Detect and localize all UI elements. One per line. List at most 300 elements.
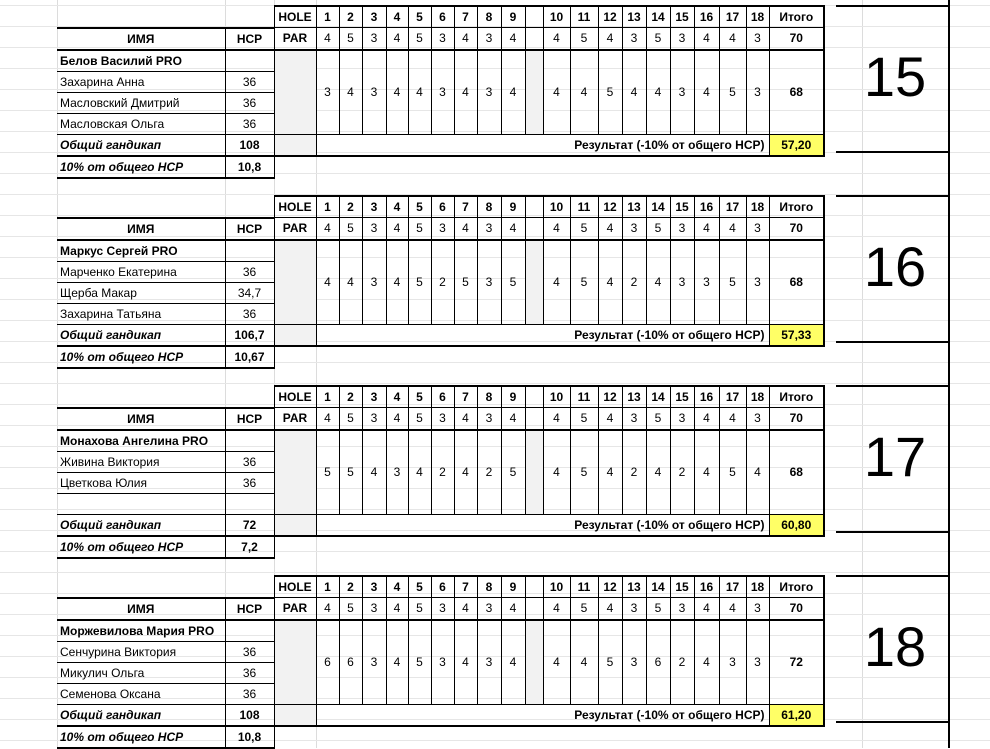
hole-number: 18 — [746, 6, 769, 28]
score-back: 4 — [570, 620, 598, 705]
spacer-cell — [525, 6, 543, 28]
hole-number: 15 — [670, 386, 694, 408]
score-back: 4 — [622, 50, 646, 135]
hcp-column-header: HCP — [225, 598, 274, 620]
par-value: 3 — [431, 218, 454, 240]
player-name: Семенова Оксана — [57, 683, 225, 704]
player-name: Захарина Анна — [57, 71, 225, 92]
score-front: 3 — [431, 620, 454, 705]
score-back: 2 — [670, 620, 694, 705]
hole-number: 6 — [431, 386, 454, 408]
par-value: 3 — [746, 598, 769, 620]
par-value: 3 — [746, 408, 769, 430]
hole-number: 5 — [408, 576, 431, 598]
hcp-column-header: HCP — [225, 28, 274, 50]
par-value: 4 — [501, 28, 525, 50]
player-hcp: 36 — [225, 71, 274, 92]
par-value: 4 — [501, 598, 525, 620]
result-label: Результат (-10% от общего HCP) — [316, 704, 769, 726]
total-label: Итого — [769, 386, 824, 408]
block-separator — [836, 5, 950, 7]
hole-number: 13 — [622, 386, 646, 408]
scorecard-table — [57, 385, 825, 559]
par-value: 4 — [694, 408, 719, 430]
spacer-cell — [525, 576, 543, 598]
score-front: 6 — [339, 620, 362, 705]
hole-number: 2 — [339, 386, 362, 408]
hole-number: 17 — [719, 576, 746, 598]
hcp-column-header: HCP — [225, 408, 274, 430]
score-back: 4 — [543, 430, 570, 515]
score-front: 5 — [501, 240, 525, 325]
hole-number: 3 — [362, 386, 386, 408]
score-back: 4 — [543, 240, 570, 325]
hole-number: 2 — [339, 6, 362, 28]
score-back: 5 — [719, 240, 746, 325]
hole-number: 11 — [570, 386, 598, 408]
block-separator — [836, 721, 950, 723]
score-front: 5 — [454, 240, 477, 325]
player-hcp: 36 — [225, 683, 274, 704]
par-value: 3 — [362, 218, 386, 240]
score-front: 3 — [477, 50, 501, 135]
par-value: 3 — [670, 28, 694, 50]
total-label: Итого — [769, 6, 824, 28]
par-value: 3 — [477, 28, 501, 50]
hole-number: 14 — [646, 6, 670, 28]
hole-number: 17 — [719, 386, 746, 408]
score-back: 4 — [694, 430, 719, 515]
group-number: 17 — [863, 425, 927, 488]
score-back: 3 — [694, 240, 719, 325]
player-name: Моржевилова Мария PRO — [57, 620, 225, 642]
score-front: 4 — [339, 240, 362, 325]
score-front: 5 — [316, 430, 339, 515]
block-separator — [836, 341, 950, 343]
hole-number: 4 — [386, 6, 408, 28]
par-value: 3 — [622, 28, 646, 50]
spacer-cell — [525, 408, 543, 430]
ten-percent-value: 10,8 — [225, 726, 274, 748]
blank-cell — [57, 576, 225, 598]
par-value: 3 — [622, 598, 646, 620]
par-label: PAR — [274, 598, 316, 620]
par-value: 5 — [339, 28, 362, 50]
ten-percent-label: 10% от общего HCP — [57, 726, 225, 748]
result-value: 60,80 — [769, 514, 824, 536]
total-hcp-label: Общий гандикап — [57, 324, 225, 346]
par-value: 4 — [454, 218, 477, 240]
par-value: 3 — [431, 598, 454, 620]
scorecard-table — [57, 575, 825, 749]
blank-cell — [57, 386, 225, 408]
score-front: 3 — [362, 50, 386, 135]
score-front: 2 — [477, 430, 501, 515]
score-front: 3 — [362, 620, 386, 705]
group-number: 18 — [863, 615, 927, 678]
spacer-cell — [525, 240, 543, 325]
score-back: 3 — [719, 620, 746, 705]
hole-number: 8 — [477, 196, 501, 218]
par-value: 4 — [598, 408, 622, 430]
blank-gray-cell — [274, 50, 316, 135]
spacer-cell — [525, 218, 543, 240]
score-front: 3 — [362, 240, 386, 325]
score-back: 2 — [622, 430, 646, 515]
blank-cell — [225, 386, 274, 408]
sheet-right-border — [948, 0, 950, 748]
hole-number: 7 — [454, 6, 477, 28]
score-back: 3 — [670, 240, 694, 325]
spacer-cell — [525, 50, 543, 135]
score-front: 6 — [316, 620, 339, 705]
hole-number: 15 — [670, 576, 694, 598]
hole-number: 8 — [477, 6, 501, 28]
par-value: 4 — [694, 28, 719, 50]
hole-number: 10 — [543, 196, 570, 218]
par-value: 5 — [408, 28, 431, 50]
par-value: 3 — [477, 218, 501, 240]
hole-number: 1 — [316, 386, 339, 408]
ten-percent-label: 10% от общего HCP — [57, 156, 225, 178]
score-front: 4 — [501, 50, 525, 135]
block-separator — [836, 531, 950, 533]
hole-number: 11 — [570, 576, 598, 598]
player-hcp: 36 — [225, 92, 274, 113]
hole-number: 18 — [746, 196, 769, 218]
par-value: 5 — [339, 598, 362, 620]
player-name: Марченко Екатерина — [57, 261, 225, 282]
par-value: 5 — [339, 218, 362, 240]
hole-number: 5 — [408, 386, 431, 408]
score-front: 3 — [431, 50, 454, 135]
hole-number: 17 — [719, 6, 746, 28]
hole-number: 5 — [408, 6, 431, 28]
blank-cell — [274, 536, 824, 558]
par-value: 3 — [622, 408, 646, 430]
blank-cell — [57, 196, 225, 218]
par-total: 70 — [769, 28, 824, 50]
hole-number: 14 — [646, 196, 670, 218]
par-value: 4 — [454, 598, 477, 620]
spacer-cell — [525, 386, 543, 408]
ten-percent-value: 10,8 — [225, 156, 274, 178]
par-value: 4 — [454, 28, 477, 50]
par-value: 5 — [646, 28, 670, 50]
par-value: 4 — [386, 218, 408, 240]
score-total: 68 — [769, 430, 824, 515]
total-hcp-value: 106,7 — [225, 324, 274, 346]
par-value: 5 — [570, 408, 598, 430]
par-value: 5 — [570, 28, 598, 50]
par-value: 5 — [570, 598, 598, 620]
par-value: 4 — [316, 408, 339, 430]
par-label: PAR — [274, 408, 316, 430]
par-value: 5 — [646, 218, 670, 240]
score-back: 5 — [570, 430, 598, 515]
score-front: 2 — [431, 240, 454, 325]
score-total: 72 — [769, 620, 824, 705]
score-back: 5 — [719, 50, 746, 135]
total-hcp-value: 108 — [225, 704, 274, 726]
hole-number: 4 — [386, 576, 408, 598]
par-value: 3 — [746, 28, 769, 50]
score-back: 4 — [746, 430, 769, 515]
player-hcp — [225, 240, 274, 262]
par-value: 4 — [598, 28, 622, 50]
hole-number: 8 — [477, 576, 501, 598]
player-name: Цветкова Юлия — [57, 472, 225, 493]
hole-number: 11 — [570, 6, 598, 28]
scorecard-table — [57, 195, 825, 369]
score-front: 4 — [501, 620, 525, 705]
par-value: 3 — [362, 598, 386, 620]
player-name: Маркус Сергей PRO — [57, 240, 225, 262]
par-value: 4 — [316, 218, 339, 240]
spacer-cell — [525, 598, 543, 620]
hole-number: 16 — [694, 576, 719, 598]
hole-number: 3 — [362, 576, 386, 598]
par-value: 3 — [362, 408, 386, 430]
name-column-header: ИМЯ — [57, 408, 225, 430]
par-value: 5 — [570, 218, 598, 240]
hole-number: 7 — [454, 386, 477, 408]
player-hcp — [225, 493, 274, 514]
group-scorecard-17 — [0, 385, 990, 554]
score-back: 4 — [543, 620, 570, 705]
player-hcp: 36 — [225, 261, 274, 282]
hole-number: 9 — [501, 196, 525, 218]
blank-gray-cell — [274, 430, 316, 515]
hole-number: 5 — [408, 196, 431, 218]
hole-label: HOLE — [274, 386, 316, 408]
blank-cell — [225, 196, 274, 218]
group-scorecard-16 — [0, 195, 990, 364]
hole-number: 9 — [501, 386, 525, 408]
score-back: 4 — [694, 50, 719, 135]
par-value: 4 — [316, 28, 339, 50]
ten-percent-label: 10% от общего HCP — [57, 536, 225, 558]
player-hcp: 36 — [225, 451, 274, 472]
hole-number: 6 — [431, 576, 454, 598]
player-name: Микулич Ольга — [57, 662, 225, 683]
par-value: 3 — [362, 28, 386, 50]
group-number: 16 — [863, 235, 927, 298]
hole-number: 16 — [694, 6, 719, 28]
hole-number: 1 — [316, 6, 339, 28]
score-back: 4 — [570, 50, 598, 135]
hcp-column-header: HCP — [225, 218, 274, 240]
hole-label: HOLE — [274, 6, 316, 28]
player-name: Сенчурина Виктория — [57, 641, 225, 662]
total-hcp-label: Общий гандикап — [57, 704, 225, 726]
hole-number: 13 — [622, 6, 646, 28]
score-back: 4 — [646, 50, 670, 135]
score-front: 4 — [454, 430, 477, 515]
par-value: 4 — [598, 218, 622, 240]
score-back: 3 — [746, 240, 769, 325]
par-value: 5 — [408, 408, 431, 430]
total-hcp-label: Общий гандикап — [57, 514, 225, 536]
hole-number: 14 — [646, 576, 670, 598]
player-hcp — [225, 620, 274, 642]
par-value: 5 — [646, 598, 670, 620]
score-front: 5 — [501, 430, 525, 515]
par-total: 70 — [769, 218, 824, 240]
hole-number: 12 — [598, 386, 622, 408]
blank-gray-cell — [274, 620, 316, 705]
score-back: 4 — [694, 620, 719, 705]
group-number: 15 — [863, 45, 927, 108]
hole-number: 10 — [543, 576, 570, 598]
hole-number: 6 — [431, 196, 454, 218]
score-front: 4 — [408, 50, 431, 135]
hole-label: HOLE — [274, 576, 316, 598]
par-value: 3 — [622, 218, 646, 240]
par-value: 4 — [386, 28, 408, 50]
block-separator — [836, 151, 950, 153]
hole-number: 14 — [646, 386, 670, 408]
par-value: 4 — [454, 408, 477, 430]
result-label: Результат (-10% от общего HCP) — [316, 324, 769, 346]
hole-number: 11 — [570, 196, 598, 218]
group-scorecard-15 — [0, 5, 990, 174]
score-front: 3 — [386, 430, 408, 515]
score-back: 4 — [543, 50, 570, 135]
score-back: 5 — [598, 620, 622, 705]
player-hcp: 36 — [225, 662, 274, 683]
blank-gray-cell — [274, 134, 316, 156]
score-front: 2 — [431, 430, 454, 515]
total-label: Итого — [769, 196, 824, 218]
hole-number: 1 — [316, 196, 339, 218]
block-separator — [836, 385, 950, 387]
par-value: 3 — [670, 408, 694, 430]
score-front: 5 — [408, 240, 431, 325]
par-value: 5 — [339, 408, 362, 430]
score-back: 4 — [646, 430, 670, 515]
score-back: 5 — [598, 50, 622, 135]
score-front: 4 — [454, 50, 477, 135]
total-hcp-value: 108 — [225, 134, 274, 156]
blank-gray-cell — [274, 704, 316, 726]
score-total: 68 — [769, 50, 824, 135]
result-value: 57,33 — [769, 324, 824, 346]
total-hcp-value: 72 — [225, 514, 274, 536]
hole-number: 4 — [386, 196, 408, 218]
spacer-cell — [525, 620, 543, 705]
hole-number: 3 — [362, 6, 386, 28]
hole-number: 13 — [622, 196, 646, 218]
hole-label: HOLE — [274, 196, 316, 218]
score-front: 5 — [408, 620, 431, 705]
par-label: PAR — [274, 218, 316, 240]
player-hcp — [225, 50, 274, 72]
player-name: Масловский Дмитрий — [57, 92, 225, 113]
name-column-header: ИМЯ — [57, 28, 225, 50]
hole-number: 6 — [431, 6, 454, 28]
par-value: 3 — [431, 408, 454, 430]
hole-number: 10 — [543, 6, 570, 28]
par-value: 4 — [719, 218, 746, 240]
score-total: 68 — [769, 240, 824, 325]
par-value: 3 — [477, 598, 501, 620]
score-back: 2 — [670, 430, 694, 515]
hole-number: 10 — [543, 386, 570, 408]
score-back: 4 — [598, 430, 622, 515]
scorecard-table — [57, 5, 825, 179]
total-hcp-label: Общий гандикап — [57, 134, 225, 156]
par-value: 5 — [646, 408, 670, 430]
hole-number: 1 — [316, 576, 339, 598]
result-label: Результат (-10% от общего HCP) — [316, 134, 769, 156]
player-hcp: 34,7 — [225, 282, 274, 303]
hole-number: 7 — [454, 196, 477, 218]
par-value: 4 — [694, 598, 719, 620]
spacer-cell — [525, 430, 543, 515]
hole-number: 9 — [501, 576, 525, 598]
player-name: Захарина Татьяна — [57, 303, 225, 324]
player-name: Белов Василий PRO — [57, 50, 225, 72]
par-value: 4 — [694, 218, 719, 240]
result-value: 57,20 — [769, 134, 824, 156]
score-front: 4 — [386, 50, 408, 135]
score-back: 3 — [746, 50, 769, 135]
name-column-header: ИМЯ — [57, 598, 225, 620]
blank-cell — [274, 346, 824, 368]
par-value: 5 — [408, 598, 431, 620]
hole-number: 12 — [598, 6, 622, 28]
score-front: 4 — [316, 240, 339, 325]
par-value: 3 — [746, 218, 769, 240]
score-back: 2 — [622, 240, 646, 325]
hole-number: 18 — [746, 386, 769, 408]
score-front: 3 — [316, 50, 339, 135]
hole-number: 16 — [694, 386, 719, 408]
par-value: 3 — [670, 598, 694, 620]
score-front: 4 — [408, 430, 431, 515]
score-back: 6 — [646, 620, 670, 705]
score-back: 5 — [719, 430, 746, 515]
score-front: 3 — [477, 620, 501, 705]
par-value: 4 — [719, 408, 746, 430]
player-hcp: 36 — [225, 472, 274, 493]
par-value: 4 — [543, 598, 570, 620]
player-name: Живина Виктория — [57, 451, 225, 472]
blank-cell — [225, 6, 274, 28]
par-value: 4 — [719, 598, 746, 620]
score-back: 3 — [746, 620, 769, 705]
player-name: Монахова Ангелина PRO — [57, 430, 225, 452]
group-scorecard-18 — [0, 575, 990, 744]
par-label: PAR — [274, 28, 316, 50]
score-back: 3 — [670, 50, 694, 135]
total-label: Итого — [769, 576, 824, 598]
result-label: Результат (-10% от общего HCP) — [316, 514, 769, 536]
blank-cell — [225, 576, 274, 598]
par-value: 3 — [477, 408, 501, 430]
ten-percent-value: 7,2 — [225, 536, 274, 558]
hole-number: 2 — [339, 196, 362, 218]
player-hcp: 36 — [225, 113, 274, 134]
par-value: 4 — [543, 28, 570, 50]
hole-number: 15 — [670, 6, 694, 28]
par-value: 4 — [386, 598, 408, 620]
player-hcp: 36 — [225, 641, 274, 662]
score-back: 4 — [646, 240, 670, 325]
spacer-cell — [525, 196, 543, 218]
block-separator — [836, 575, 950, 577]
